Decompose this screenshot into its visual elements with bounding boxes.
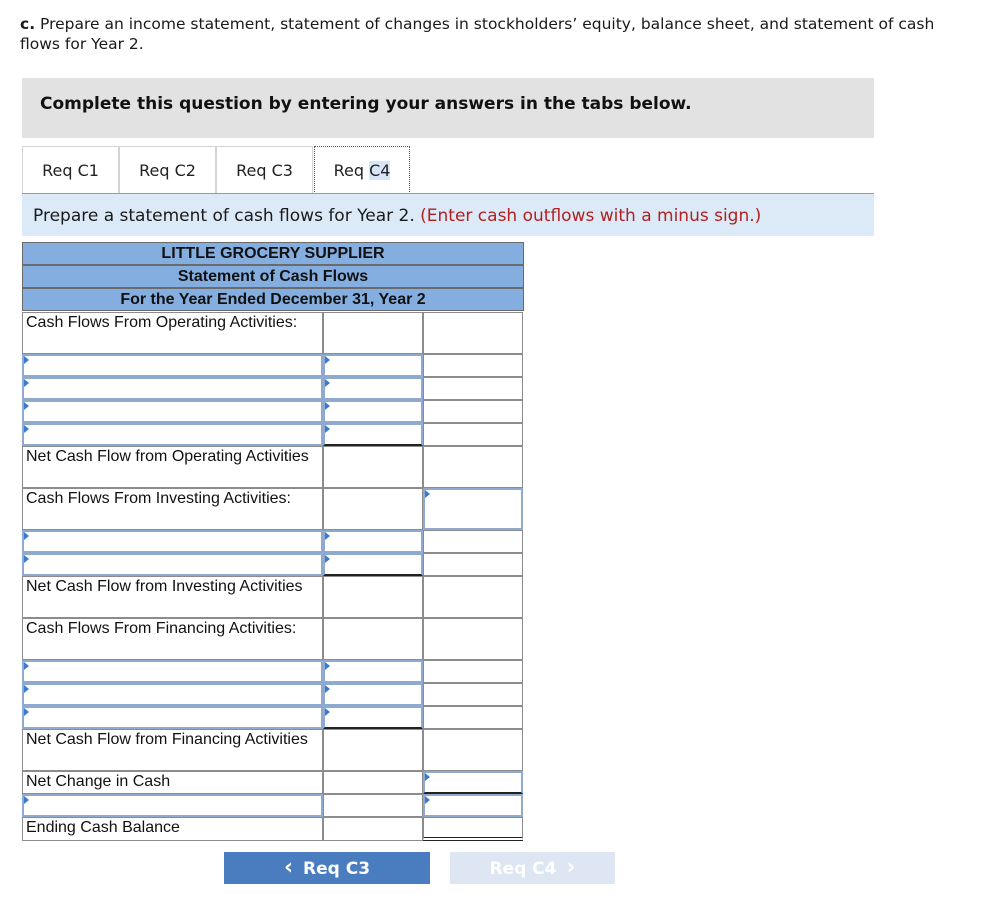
requirement-instruction xyxy=(22,194,874,236)
tab-req-c2[interactable]: Req C2 xyxy=(119,146,216,193)
investing-item-amount-input[interactable] xyxy=(323,530,423,553)
operating-item-label-input[interactable] xyxy=(22,400,323,423)
blank-cell xyxy=(323,817,423,841)
investing-item-label-input[interactable] xyxy=(22,530,323,553)
blank-cell xyxy=(423,377,523,400)
investing-item-label-input[interactable] xyxy=(22,553,323,576)
operating-item-amount-input[interactable] xyxy=(323,354,423,377)
blank-cell xyxy=(423,553,523,576)
prev-button-label: Req C3 xyxy=(303,859,371,879)
beginning-balance-label-input[interactable] xyxy=(22,794,323,817)
blank-cell xyxy=(323,794,423,817)
question-prefix: c. xyxy=(20,15,36,33)
blank-cell xyxy=(323,446,423,488)
net-investing-label: Net Cash Flow from Investing Activities xyxy=(22,576,323,618)
financing-item-amount-input[interactable] xyxy=(323,706,423,729)
tab-req-c4-highlight: C4 xyxy=(369,161,391,180)
operating-item-label-input[interactable] xyxy=(22,377,323,400)
next-button-label: Req C4 xyxy=(489,859,557,879)
investing-heading: Cash Flows From Investing Activities: xyxy=(22,488,323,530)
financing-heading: Cash Flows From Financing Activities: xyxy=(22,618,323,660)
prev-requirement-button[interactable] xyxy=(224,852,430,884)
financing-item-label-input[interactable] xyxy=(22,706,323,729)
next-requirement-button[interactable] xyxy=(450,852,615,884)
operating-item-amount-input[interactable] xyxy=(323,423,423,446)
blank-cell xyxy=(323,771,423,794)
blank-cell xyxy=(423,423,523,446)
banner-text: Complete this question by entering your answers in the tabs below. xyxy=(40,94,692,114)
chevron-right-icon: › xyxy=(566,855,576,880)
net-change-label: Net Change in Cash xyxy=(22,771,323,794)
tab-req-c4-label: Req xyxy=(333,161,370,180)
tab-req-c4[interactable] xyxy=(314,146,410,194)
company-name: LITTLE GROCERY SUPPLIER xyxy=(22,242,524,265)
tab-req-c3[interactable]: Req C3 xyxy=(216,146,313,193)
operating-heading: Cash Flows From Operating Activities: xyxy=(22,312,323,354)
blank-cell xyxy=(423,683,523,706)
financing-item-label-input[interactable] xyxy=(22,660,323,683)
question-prompt xyxy=(20,14,950,54)
question-text: Prepare an income statement, statement of changes in stockholders’ equity, balance sheet, and statement of cash flows for Year 2. xyxy=(20,15,935,53)
blank-cell xyxy=(423,312,523,354)
blank-cell xyxy=(323,488,423,530)
ending-balance-amount-input[interactable] xyxy=(423,817,523,841)
blank-cell xyxy=(423,400,523,423)
investing-item-amount-input[interactable] xyxy=(323,553,423,576)
blank-cell xyxy=(423,530,523,553)
blank-cell xyxy=(423,729,523,771)
operating-item-label-input[interactable] xyxy=(22,423,323,446)
blank-cell xyxy=(423,660,523,683)
blank-cell xyxy=(423,706,523,729)
blank-cell xyxy=(423,576,523,618)
operating-item-amount-input[interactable] xyxy=(323,377,423,400)
blank-cell xyxy=(423,446,523,488)
ending-balance-label: Ending Cash Balance xyxy=(22,817,323,841)
net-financing-label: Net Cash Flow from Financing Activities xyxy=(22,729,323,771)
instruction-note: (Enter cash outflows with a minus sign.) xyxy=(420,206,762,226)
tab-req-c1[interactable]: Req C1 xyxy=(22,146,119,193)
net-operating-amount-input[interactable] xyxy=(423,488,523,530)
blank-cell xyxy=(323,576,423,618)
chevron-left-icon: ‹ xyxy=(283,855,294,880)
financing-item-amount-input[interactable] xyxy=(323,683,423,706)
instruction-text: Prepare a statement of cash flows for Year 2. xyxy=(33,206,415,226)
net-change-amount-input[interactable] xyxy=(423,771,523,794)
financing-item-amount-input[interactable] xyxy=(323,660,423,683)
blank-cell xyxy=(323,729,423,771)
blank-cell xyxy=(323,618,423,660)
operating-item-label-input[interactable] xyxy=(22,354,323,377)
blank-cell xyxy=(323,312,423,354)
operating-item-amount-input[interactable] xyxy=(323,400,423,423)
statement-period: For the Year Ended December 31, Year 2 xyxy=(22,288,524,311)
blank-cell xyxy=(423,618,523,660)
instructions-banner xyxy=(22,78,874,138)
financing-item-label-input[interactable] xyxy=(22,683,323,706)
beginning-balance-amount-input[interactable] xyxy=(423,794,523,817)
statement-title: Statement of Cash Flows xyxy=(22,265,524,288)
net-operating-label: Net Cash Flow from Operating Activities xyxy=(22,446,323,488)
blank-cell xyxy=(423,354,523,377)
